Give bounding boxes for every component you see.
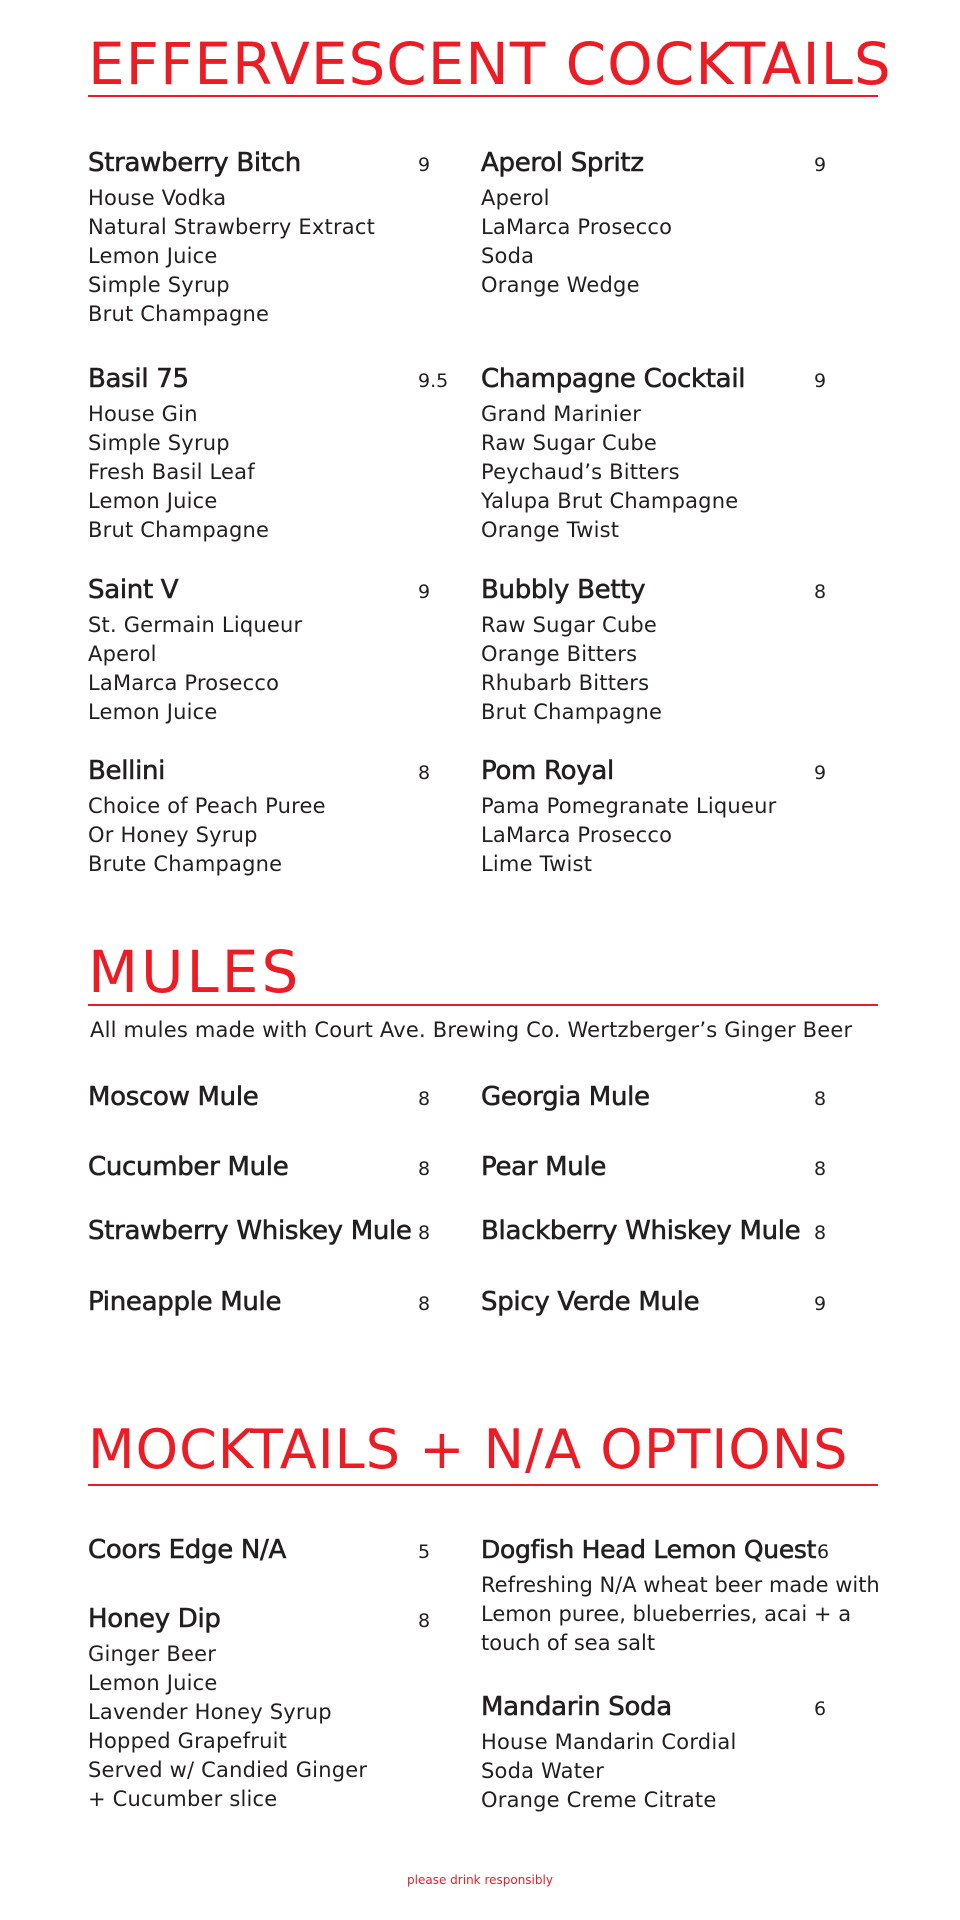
item-name: Champagne Cocktail <box>481 364 746 394</box>
menu-item <box>481 1692 901 1815</box>
item-price: 9 <box>814 154 827 176</box>
ingredient: Ginger Beer <box>88 1642 217 1666</box>
ingredient: Pama Pomegranate Liqueur <box>481 794 777 818</box>
ingredient: Orange Twist <box>481 518 620 542</box>
section-title-mocktails: MOCKTAILS + N/A OPTIONS <box>88 1418 849 1481</box>
ingredient: Aperol <box>88 642 157 666</box>
menu-item <box>88 1216 448 1252</box>
menu-item <box>88 756 448 879</box>
item-name: Bubbly Betty <box>481 575 646 605</box>
ingredient: House Vodka <box>88 186 227 210</box>
ingredient: Orange Creme Citrate <box>481 1788 717 1812</box>
ingredient: Choice of Peach Puree <box>88 794 326 818</box>
ingredient: Aperol <box>481 186 550 210</box>
item-name: Blackberry Whiskey Mule <box>481 1216 801 1246</box>
ingredient: Soda Water <box>481 1759 605 1783</box>
menu-item <box>481 1152 901 1188</box>
ingredient: Natural Strawberry Extract <box>88 215 376 239</box>
ingredient: Brute Champagne <box>88 852 283 876</box>
item-price: 9 <box>814 370 827 392</box>
menu-item <box>88 1535 448 1571</box>
item-price: 9 <box>814 1293 827 1315</box>
item-price: 5 <box>418 1541 431 1563</box>
menu-item <box>88 148 448 329</box>
ingredient: Hopped Grapefruit <box>88 1729 288 1753</box>
item-price: 8 <box>814 581 827 603</box>
ingredient: Served w/ Candied Ginger <box>88 1758 368 1782</box>
ingredient: House Gin <box>88 402 198 426</box>
item-price: 8 <box>418 1222 431 1244</box>
ingredient: LaMarca Prosecco <box>481 215 673 239</box>
item-price: 6 <box>814 1698 827 1720</box>
menu-item <box>88 575 448 727</box>
item-name: Coors Edge N/A <box>88 1535 286 1565</box>
item-price: 8 <box>814 1222 827 1244</box>
section-title-cocktails: EFFERVESCENT COCKTAILS <box>88 30 892 98</box>
ingredient: St. Germain Liqueur <box>88 613 303 637</box>
item-name: Cucumber Mule <box>88 1152 289 1182</box>
mules-note: All mules made with Court Ave. Brewing Co. Wertzberger’s Ginger Beer <box>90 1018 853 1042</box>
menu-item <box>88 1604 448 1814</box>
menu-item <box>88 364 448 545</box>
item-name: Bellini <box>88 756 166 786</box>
item-price: 8 <box>418 1088 431 1110</box>
menu-item <box>481 1216 901 1252</box>
item-price: 6 <box>817 1541 830 1563</box>
item-name: Pom Royal <box>481 756 614 786</box>
item-name: Dogfish Head Lemon Quest <box>481 1535 817 1564</box>
ingredient: Lemon Juice <box>88 1671 218 1695</box>
item-name: Georgia Mule <box>481 1082 650 1112</box>
ingredient: Lemon Juice <box>88 489 218 513</box>
item-price: 9 <box>418 581 431 603</box>
menu-item <box>481 1535 901 1658</box>
ingredient: Lemon Juice <box>88 244 218 268</box>
item-name: Moscow Mule <box>88 1082 259 1112</box>
section-divider <box>88 95 878 97</box>
menu-item <box>88 1152 448 1188</box>
ingredient: Soda <box>481 244 535 268</box>
ingredient: Yalupa Brut Champagne <box>481 489 739 513</box>
item-name: Honey Dip <box>88 1604 221 1634</box>
item-name: Saint V <box>88 575 179 605</box>
ingredient: Fresh Basil Leaf <box>88 460 255 484</box>
ingredient: Simple Syrup <box>88 431 230 455</box>
item-price: 8 <box>814 1088 827 1110</box>
item-name: Mandarin Soda <box>481 1692 672 1722</box>
item-name: Strawberry Whiskey Mule <box>88 1216 412 1246</box>
ingredient: Lemon Juice <box>88 700 218 724</box>
item-description: Refreshing N/A wheat beer made with Lemon puree, blueberries, acai + a touch of sea salt <box>481 1573 880 1655</box>
item-price: 8 <box>418 1158 431 1180</box>
item-name: Strawberry Bitch <box>88 148 301 178</box>
item-price: 8 <box>418 762 431 784</box>
item-name: Pineapple Mule <box>88 1287 282 1317</box>
item-price: 8 <box>418 1610 431 1632</box>
ingredient: Simple Syrup <box>88 273 230 297</box>
section-divider <box>88 1004 878 1006</box>
menu-item <box>481 148 901 300</box>
section-title-mules: MULES <box>88 938 302 1006</box>
item-price: 8 <box>814 1158 827 1180</box>
ingredient: Peychaud’s Bitters <box>481 460 680 484</box>
menu-item <box>481 756 901 879</box>
footer-disclaimer: please drink responsibly <box>407 1873 553 1887</box>
menu-item <box>88 1287 448 1323</box>
section-divider <box>88 1484 878 1486</box>
ingredient: Grand Marinier <box>481 402 642 426</box>
ingredient: Raw Sugar Cube <box>481 431 658 455</box>
ingredient: Lavender Honey Syrup <box>88 1700 332 1724</box>
ingredient: Brut Champagne <box>88 302 270 326</box>
item-name: Aperol Spritz <box>481 148 644 178</box>
ingredient: Brut Champagne <box>88 518 270 542</box>
ingredient: Rhubarb Bitters <box>481 671 650 695</box>
ingredient: Orange Wedge <box>481 273 640 297</box>
ingredient: Orange Bitters <box>481 642 638 666</box>
menu-item <box>481 1082 901 1118</box>
ingredient: Brut Champagne <box>481 700 663 724</box>
item-price: 9 <box>814 762 827 784</box>
item-name: Spicy Verde Mule <box>481 1287 700 1317</box>
menu-item <box>481 575 901 727</box>
ingredient: Raw Sugar Cube <box>481 613 658 637</box>
ingredient: Or Honey Syrup <box>88 823 258 847</box>
menu-item <box>481 364 901 545</box>
item-name: Basil 75 <box>88 364 189 394</box>
ingredient: LaMarca Prosecco <box>481 823 673 847</box>
item-name: Pear Mule <box>481 1152 607 1182</box>
ingredient: House Mandarin Cordial <box>481 1730 737 1754</box>
ingredient: Lime Twist <box>481 852 593 876</box>
ingredient: + Cucumber slice <box>88 1787 278 1811</box>
item-price: 8 <box>418 1293 431 1315</box>
menu-item <box>88 1082 448 1118</box>
ingredient: LaMarca Prosecco <box>88 671 280 695</box>
item-price: 9.5 <box>418 370 449 392</box>
item-price: 9 <box>418 154 431 176</box>
menu-item <box>481 1287 901 1323</box>
